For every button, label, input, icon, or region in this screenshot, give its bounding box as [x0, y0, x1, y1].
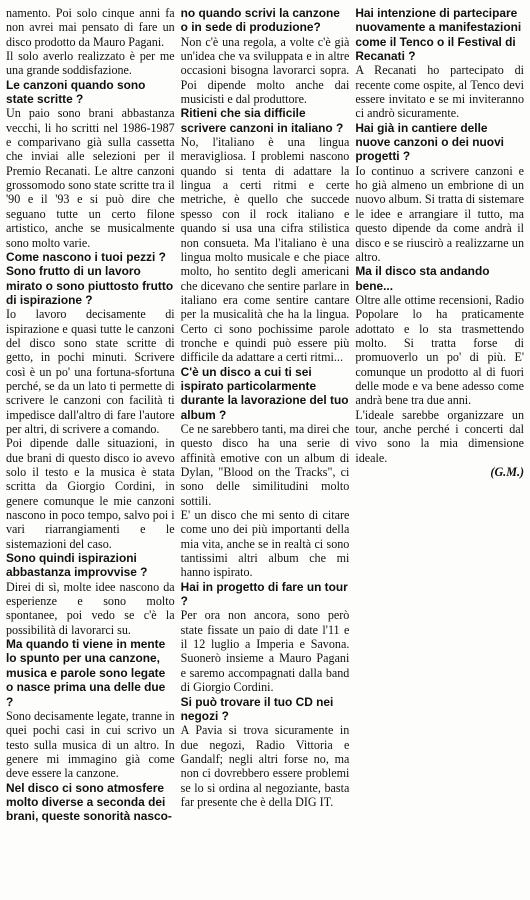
interview-answer: Sono decisamente legate, tranne in quei pochi casi in cui scrivo un testo sulla musica di un altro. In genere mi immagino già come deve essere la canzone.: [6, 708, 175, 781]
interview-answer: A Recanati ho partecipato di recente come ospite, al Tenco devi essere invitato e se mi inviteranno ci andrò sicuramente.: [355, 63, 525, 121]
text-column-1: [6, 6, 175, 900]
author-signature: (G.M.): [490, 465, 525, 479]
interview-answer: E' un disco che mi sento di citare come uno dei più importanti della mia vita, anche se in realtà ci sono tantissimi altri album che mi hanno ispirato.: [180, 508, 350, 580]
interview-answer: Per ora non ancora, sono però state fissate un paio di date l'11 e il 12 luglio a Imperia e Savona. Suonerò insieme a Mauro Pagani e saremo accompagnati dalla band di Giorgio Cordini.: [180, 608, 350, 695]
text-column-3: [355, 6, 524, 900]
interview-answer: Io continuo a scrivere canzoni e ho già almeno un embrione di un nuovo album. Si tratta di sistemare le idee e arrangiare il tutto, ma questo dipende da come andrà il disco e se riuscirò a realizzarne un altro.: [355, 163, 525, 264]
interview-answer: Ce ne sarebbero tanti, ma direi che questo disco ha una serie di affinità emotive con un album di Dylan, "Blood on the Tracks", ci sono delle similitudini molto sottili.: [180, 421, 350, 508]
interview-question: no quando scrivi la canzone o in sede di produzione?: [180, 6, 340, 35]
interview-answer: A Pavia si trova sicuramente in due negozi, Radio Vittoria e Gandalf; negli altri forse no, ma non ci dovrebbero essere problemi se lo si ordina al negoziante, basta far presente che è della DIG IT.: [180, 723, 350, 809]
text-column-2: [181, 6, 350, 900]
interview-answer: Un paio sono brani abbastanza vecchi, li ho scritti nel 1986-1987 e comparivano già sulla cassetta che inviai alle selezioni per il Premio Recanati. Le altre canzoni grossomodo sono state scritte tra il '90 e il '93 e si può dire che seguano tutte un certo filone artistico, anche se musicalmente sono molto varie.: [6, 106, 175, 250]
interview-answer: Io lavoro decisamente di ispirazione e quasi tutte le canzoni del disco sono state scritte di getto, in pochi minuti. Scrivere così è un po' una fortuna-sfortuna perché, se da un lato ti permette di scrivere le canzoni con facilità ti impedisce dall'altro di fare l'autore per altri, di scrivere a comando.: [6, 307, 175, 436]
interview-answer: L'ideale sarebbe organizzare un tour, anche perché i concerti dal vivo sono la mia dimensione ideale.: [355, 407, 525, 465]
interview-question: Come nascono i tuoi pezzi ? Sono frutto di un lavoro mirato o sono piuttosto frutto di ispirazione ?: [6, 249, 174, 307]
interview-question: Si può trovare il tuo CD nei negozi ?: [180, 694, 334, 723]
interview-question: C'è un disco a cui ti sei ispirato particolarmente durante la lavorazione del tuo album ?: [180, 364, 349, 422]
interview-question: Sono quindi ispirazioni abbastanza improvvise ?: [6, 551, 148, 580]
interview-question: Le canzoni quando sono state scritte ?: [6, 77, 146, 107]
interview-question: Ma quando ti viene in mente lo spunto per una canzone, musica e parole sono legate o nasce prima una delle due ?: [6, 637, 166, 709]
interview-answer: Poi dipende dalle situazioni, in due brani di questo disco io avevo solo il testo e la musica è stata scritta da Giorgio Cordini, in genere comunque le mie canzoni nascono in poco tempo, salvo poi i vari riarrangiamenti e le sistemazioni del caso.: [6, 436, 175, 551]
interview-question: Hai intenzione di partecipare nuovamente a manifestazioni come il Tenco o il Festival di Recanati ?: [355, 6, 522, 64]
interview-answer: Direi di sì, molte idee nascono da esperienze e sono molto spontanee, poi vedo se c'è la possibilità di lavorarci su.: [6, 579, 175, 637]
interview-question: Ritieni che sia difficile scrivere canzoni in italiano ?: [180, 106, 344, 135]
interview-answer: No, l'italiano è una lingua meravigliosa. I problemi nascono quando si tenta di adattare la lingua a certi ritmi e certe metriche, è quello che succede spesso con il rock italiano e quando si usa una cifra stilistica non consueta. Ma l'italiano è una lingua molto musicale e che piace molto, ho sentito degli americani che dicevano che sentire parlare in italiano era come sentire cantare per la musicalità che ha la lingua. Certo ci sono pochissime parole tronche e quindi può essere più difficile da adattare a certi ritmi...: [180, 135, 350, 365]
interview-question: Hai in progetto di fare un tour ?: [180, 579, 348, 609]
interview-question: Hai già in cantiere delle nuove canzoni o dei nuovi progetti ?: [355, 120, 504, 164]
interview-answer: namento. Poi solo cinque anni fa non avrei mai pensato di fare un disco prodotto da Mauro Pagani.: [6, 6, 175, 49]
interview-answer: Non c'è una regola, a volte c'è già un'idea che va sviluppata e in altre occasioni bisogna lavorarci sopra. Poi dipende molto anche dai musicisti e dal produttore.: [180, 34, 350, 107]
interview-answer: Il solo averlo realizzato è per me una grande soddisfazione.: [6, 49, 175, 78]
interview-question: Ma il disco sta andando bene...: [355, 264, 490, 293]
interview-question: Nel disco ci sono atmosfere molto diverse a seconda dei brani, queste sonorità nasco-: [6, 780, 172, 824]
interview-answer: Oltre alle ottime recensioni, Radio Popolare lo ha praticamente adottato e lo sta trasmettendo molto. Si tratta forse di promuoverlo un po' di più. E' comunque un prodotto al di fuori delle mode e va bene adesso come andrà bene tra due anni.: [355, 292, 525, 408]
